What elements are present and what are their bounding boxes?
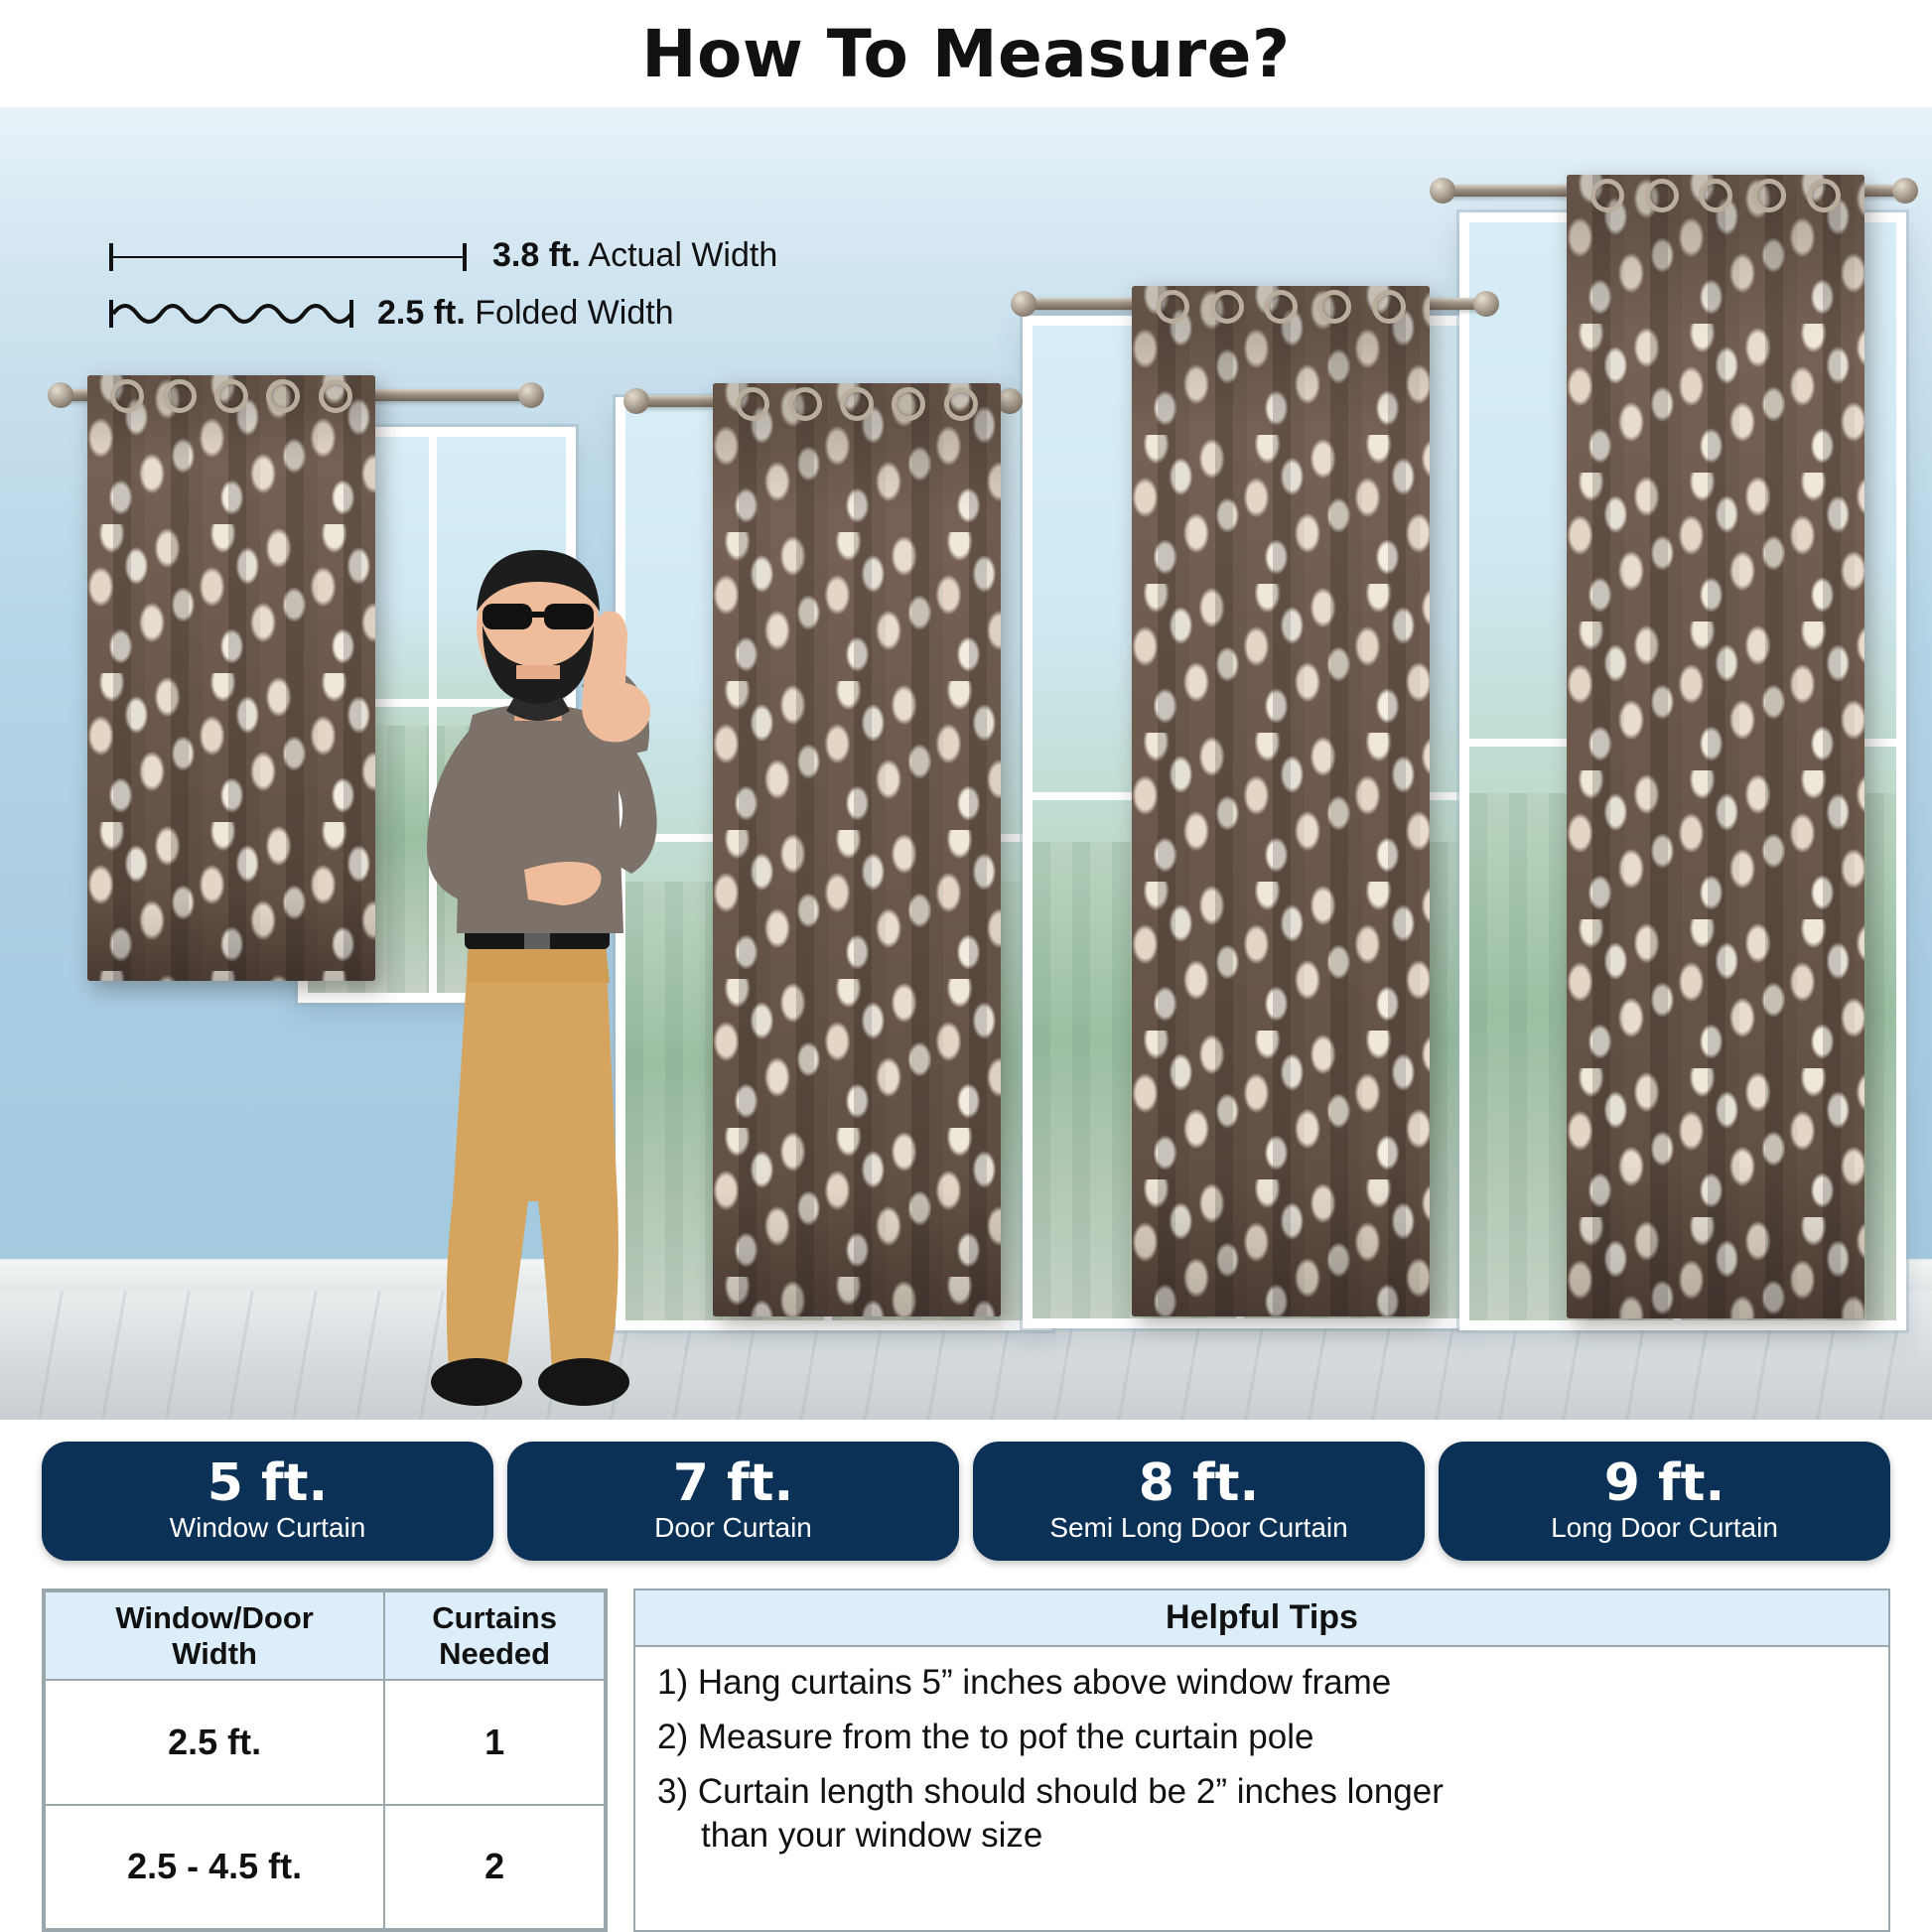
- grommet-row-4: [1567, 181, 1864, 210]
- grommet-ring-icon: [1590, 179, 1624, 212]
- bottom-section: [0, 1588, 1932, 1932]
- grommet-ring-icon: [266, 379, 300, 413]
- grommet-ring-icon: [1210, 290, 1244, 324]
- tip-item-3-line1: 3) Curtain length should should be 2” inches longer: [657, 1771, 1444, 1811]
- folded-width-text: Folded Width: [475, 294, 674, 332]
- rod-finial-3-left: [1011, 291, 1036, 317]
- pill-size-3: 9 ft.: [1603, 1453, 1725, 1514]
- pill-name-1: Door Curtain: [654, 1512, 812, 1544]
- tip-item-3-line2: than your window size: [701, 1816, 1043, 1856]
- helpful-tips-box: [633, 1588, 1890, 1932]
- folded-width-wave-icon: [111, 298, 353, 332]
- pill-long-door-curtain[interactable]: [1439, 1442, 1890, 1561]
- table-header-curtains: [384, 1591, 605, 1680]
- pill-door-curtain[interactable]: [507, 1442, 959, 1561]
- row-0-width: 2.5 ft.: [45, 1680, 384, 1804]
- table-header-width-line1: Window/Door: [115, 1600, 314, 1635]
- title-bar: [0, 0, 1932, 107]
- row-1-width: 2.5 - 4.5 ft.: [45, 1805, 384, 1929]
- rod-finial-3-right: [1473, 291, 1499, 317]
- table-header-width: [45, 1591, 384, 1680]
- pill-semi-long-door-curtain[interactable]: [973, 1442, 1425, 1561]
- curtain-shading-1: [87, 375, 375, 981]
- pill-name-3: Long Door Curtain: [1551, 1512, 1778, 1544]
- curtain-panel-semi-long-door: [1132, 286, 1430, 1316]
- table-header-row: [45, 1591, 605, 1680]
- pill-size-0: 5 ft.: [207, 1453, 329, 1514]
- helpful-tips-body: [635, 1647, 1888, 1874]
- width-table: [42, 1588, 608, 1932]
- grommet-ring-icon: [1156, 290, 1189, 324]
- pill-name-2: Semi Long Door Curtain: [1049, 1512, 1348, 1544]
- folded-width-label: [377, 294, 674, 333]
- grommet-ring-icon: [214, 379, 248, 413]
- pill-size-1: 7 ft.: [672, 1453, 794, 1514]
- rod-finial-1-left: [48, 382, 73, 408]
- helpful-tips-title: Helpful Tips: [635, 1590, 1888, 1647]
- actual-width-text: Actual Width: [588, 236, 778, 274]
- grommet-ring-icon: [1752, 179, 1786, 212]
- grommet-ring-icon: [892, 387, 925, 421]
- rod-finial-4-right: [1892, 178, 1918, 204]
- grommet-row-3: [1132, 292, 1430, 322]
- grommet-ring-icon: [736, 387, 769, 421]
- folded-width-value: 2.5 ft.: [377, 294, 466, 332]
- curtain-panel-door: [713, 383, 1001, 1316]
- grommet-ring-icon: [1317, 290, 1351, 324]
- tip-item-1: 1) Hang curtains 5” inches above window frame: [657, 1663, 1392, 1702]
- grommet-ring-icon: [840, 387, 874, 421]
- actual-width-label: [492, 236, 777, 275]
- actual-width-line: [109, 256, 467, 258]
- grommet-row-1: [87, 381, 375, 411]
- grommet-ring-icon: [1699, 179, 1732, 212]
- grommet-ring-icon: [788, 387, 822, 421]
- row-0-curtains: 1: [384, 1680, 605, 1804]
- table-row: [45, 1805, 605, 1929]
- table-row: [45, 1680, 605, 1804]
- table-header-width-line2: Width: [172, 1635, 257, 1671]
- curtain-shading-3: [1132, 286, 1430, 1316]
- rod-finial-4-left: [1430, 178, 1455, 204]
- table-header-curtains-line1: Curtains: [432, 1600, 557, 1635]
- grommet-ring-icon: [319, 379, 352, 413]
- rod-finial-1-right: [518, 382, 544, 408]
- grommet-ring-icon: [944, 387, 978, 421]
- page-title: How To Measure?: [641, 15, 1291, 92]
- tip-item-2: 2) Measure from the to pof the curtain pole: [657, 1717, 1314, 1756]
- rod-finial-2-left: [623, 388, 649, 414]
- curtain-type-pills: [0, 1442, 1932, 1561]
- table-header-curtains-line2: Needed: [439, 1635, 551, 1671]
- grommet-ring-icon: [1264, 290, 1298, 324]
- grommet-ring-icon: [110, 379, 144, 413]
- folded-width-cap-right: [349, 300, 353, 328]
- curtain-panel-window: [87, 375, 375, 981]
- tip-item-3: [657, 1770, 1866, 1860]
- curtain-panel-long-door: [1567, 175, 1864, 1318]
- actual-width-cap-right: [463, 243, 467, 271]
- man-pointing-illustration: [357, 516, 715, 1410]
- curtain-shading-4: [1567, 175, 1864, 1318]
- pill-window-curtain[interactable]: [42, 1442, 493, 1561]
- grommet-ring-icon: [1807, 179, 1841, 212]
- grommet-row-2: [713, 389, 1001, 419]
- grommet-ring-icon: [163, 379, 197, 413]
- curtain-shading-2: [713, 383, 1001, 1316]
- pill-name-0: Window Curtain: [169, 1512, 366, 1544]
- pill-size-2: 8 ft.: [1138, 1453, 1260, 1514]
- actual-width-value: 3.8 ft.: [492, 236, 581, 274]
- grommet-ring-icon: [1372, 290, 1406, 324]
- row-1-curtains: 2: [384, 1805, 605, 1929]
- grommet-ring-icon: [1645, 179, 1679, 212]
